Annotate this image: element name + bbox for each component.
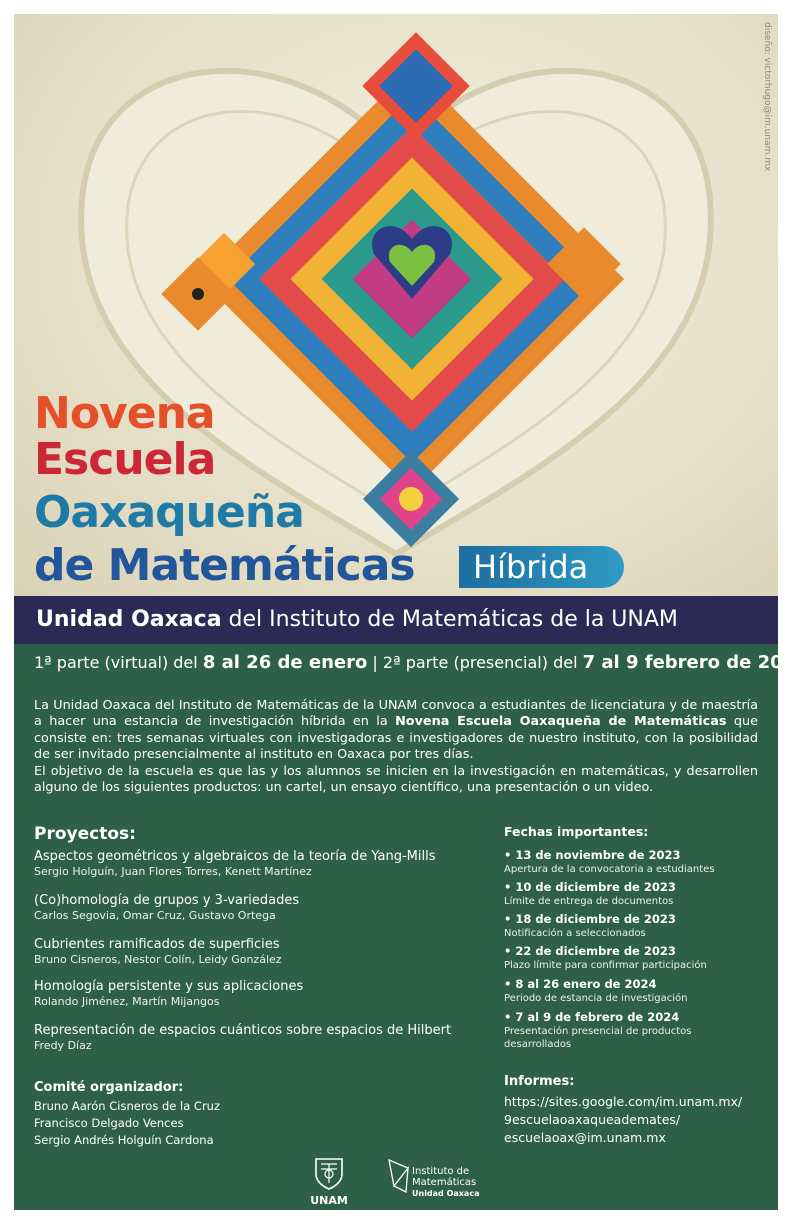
committee-heading: Comité organizador: [34,1080,184,1095]
title-line-3: Oaxaqueña [34,487,304,538]
info-url-line-2[interactable]: 9escuelaoaxaqueademates/ [504,1112,681,1127]
hybrid-badge: Híbrida [459,546,624,588]
date-value: • 22 de diciembre de 2023 [504,944,764,959]
project-item [34,849,494,879]
unam-logo-label: UNAM [310,1194,348,1207]
date-value: • 13 de noviembre de 2023 [504,848,764,863]
part1-dates: 8 al 26 de enero [202,652,368,673]
intro-p1-b: que consiste en: tres semanas virtuales con investigadoras e investigadores de nuestro instituto, con la posibilidad de ser invitado presencialmente al instituto en Oaxaca por tres días. [34,714,758,763]
info-block [504,1093,742,1147]
im-triangle-icon [386,1156,412,1196]
unam-logo [304,1156,354,1207]
im-logo-line-3: Unidad Oaxaca [412,1189,480,1198]
hero-artwork [14,14,778,596]
date-label: Periodo de estancia de investigación [504,993,688,1004]
projects-heading: Proyectos: [34,824,136,844]
event-dates [34,652,808,673]
intro-paragraph-2: El objetivo de la escuela es que las y los alumnos se inicien en la investigación en matemáticas, y desarrollen alguno de los siguientes productos: un cartel, un ensayo científico, una presentación o un video. [34,763,758,796]
committee-list [34,1098,220,1149]
dates-separator: | [367,653,383,672]
date-item [504,944,764,972]
date-value: • 8 al 26 enero de 2024 [504,977,764,992]
project-authors: Bruno Cisneros, Nestor Colín, Leidy González [34,953,282,966]
unam-shield-icon [312,1156,346,1190]
intro-text [34,698,758,796]
committee-member: Sergio Andrés Holguín Cardona [34,1133,214,1147]
banner-unit: Unidad Oaxaca [36,607,222,632]
date-value: • 7 al 9 de febrero de 2024 [504,1010,724,1025]
committee-member: Francisco Delgado Vences [34,1116,184,1130]
project-authors: Rolando Jiménez, Martín Mijangos [34,995,220,1008]
banner-rest: del Instituto de Matemáticas de la UNAM [221,607,678,632]
design-credit: diseño: victorhugo@im.unam.mx [762,22,772,172]
intro-p1-bold: Novena Escuela Oaxaqueña de Matemáticas [395,714,727,730]
im-logo-text [412,1166,479,1199]
date-item [504,848,764,876]
part2-prefix: 2ª parte (presencial) del [382,653,583,672]
project-title: Representación de espacios cuánticos sobre espacios de Hilbert [34,1023,452,1038]
date-label: Plazo límite para confirmar participación [504,960,707,971]
project-title: Cubrientes ramificados de superficies [34,937,280,952]
date-label: Apertura de la convocatoria a estudiantes [504,864,715,875]
title-line-1: Novena [34,388,215,439]
part1-prefix: 1ª parte (virtual) del [34,653,203,672]
project-item [34,979,494,1009]
committee-member: Bruno Aarón Cisneros de la Cruz [34,1099,221,1113]
project-item [34,893,494,923]
project-item [34,937,494,967]
title-line-2: Escuela [34,434,216,485]
im-logo [386,1156,506,1200]
project-authors: Fredy Díaz [34,1039,92,1052]
intro-p1-a: La Unidad Oaxaca del Instituto de Matemáticas de la UNAM convoca a estudiantes de licenciatura y de maestría a hacer una estancia de investigación híbrida en la [34,698,758,730]
project-authors: Carlos Segovia, Omar Cruz, Gustavo Ortega [34,909,276,922]
date-item [504,1010,724,1051]
date-item [504,880,764,908]
project-title: Homología persistente y sus aplicaciones [34,979,304,994]
project-title: (Co)homología de grupos y 3-variedades [34,893,300,908]
info-email[interactable]: escuelaoax@im.unam.mx [504,1130,666,1145]
details-section [14,644,808,1210]
info-heading: Informes: [504,1074,575,1089]
part2-dates: 7 al 9 febrero de 2024 [582,652,808,673]
project-item [34,1023,494,1053]
date-value: • 18 de diciembre de 2023 [504,912,764,927]
dates-heading: Fechas importantes: [504,824,649,839]
info-url-line-1[interactable]: https://sites.google.com/im.unam.mx/ [504,1094,743,1109]
date-item [504,977,764,1005]
intro-paragraph-1 [34,698,758,764]
date-item [504,912,764,940]
date-label: Notificación a seleccionados [504,928,646,939]
im-logo-line-1: Instituto de [412,1166,470,1177]
project-title: Aspectos geométricos y algebraicos de la teoría de Yang-Mills [34,849,436,864]
title-line-4: de Matemáticas [34,540,415,591]
institution-banner [14,596,778,644]
date-label: Límite de entrega de documentos [504,896,674,907]
poster [14,14,808,1210]
im-logo-line-2: Matemáticas [412,1177,477,1188]
date-value: • 10 de diciembre de 2023 [504,880,764,895]
project-authors: Sergio Holguín, Juan Flores Torres, Kenett Martínez [34,865,312,878]
date-label: Presentación presencial de productos desarrollados [504,1026,692,1050]
